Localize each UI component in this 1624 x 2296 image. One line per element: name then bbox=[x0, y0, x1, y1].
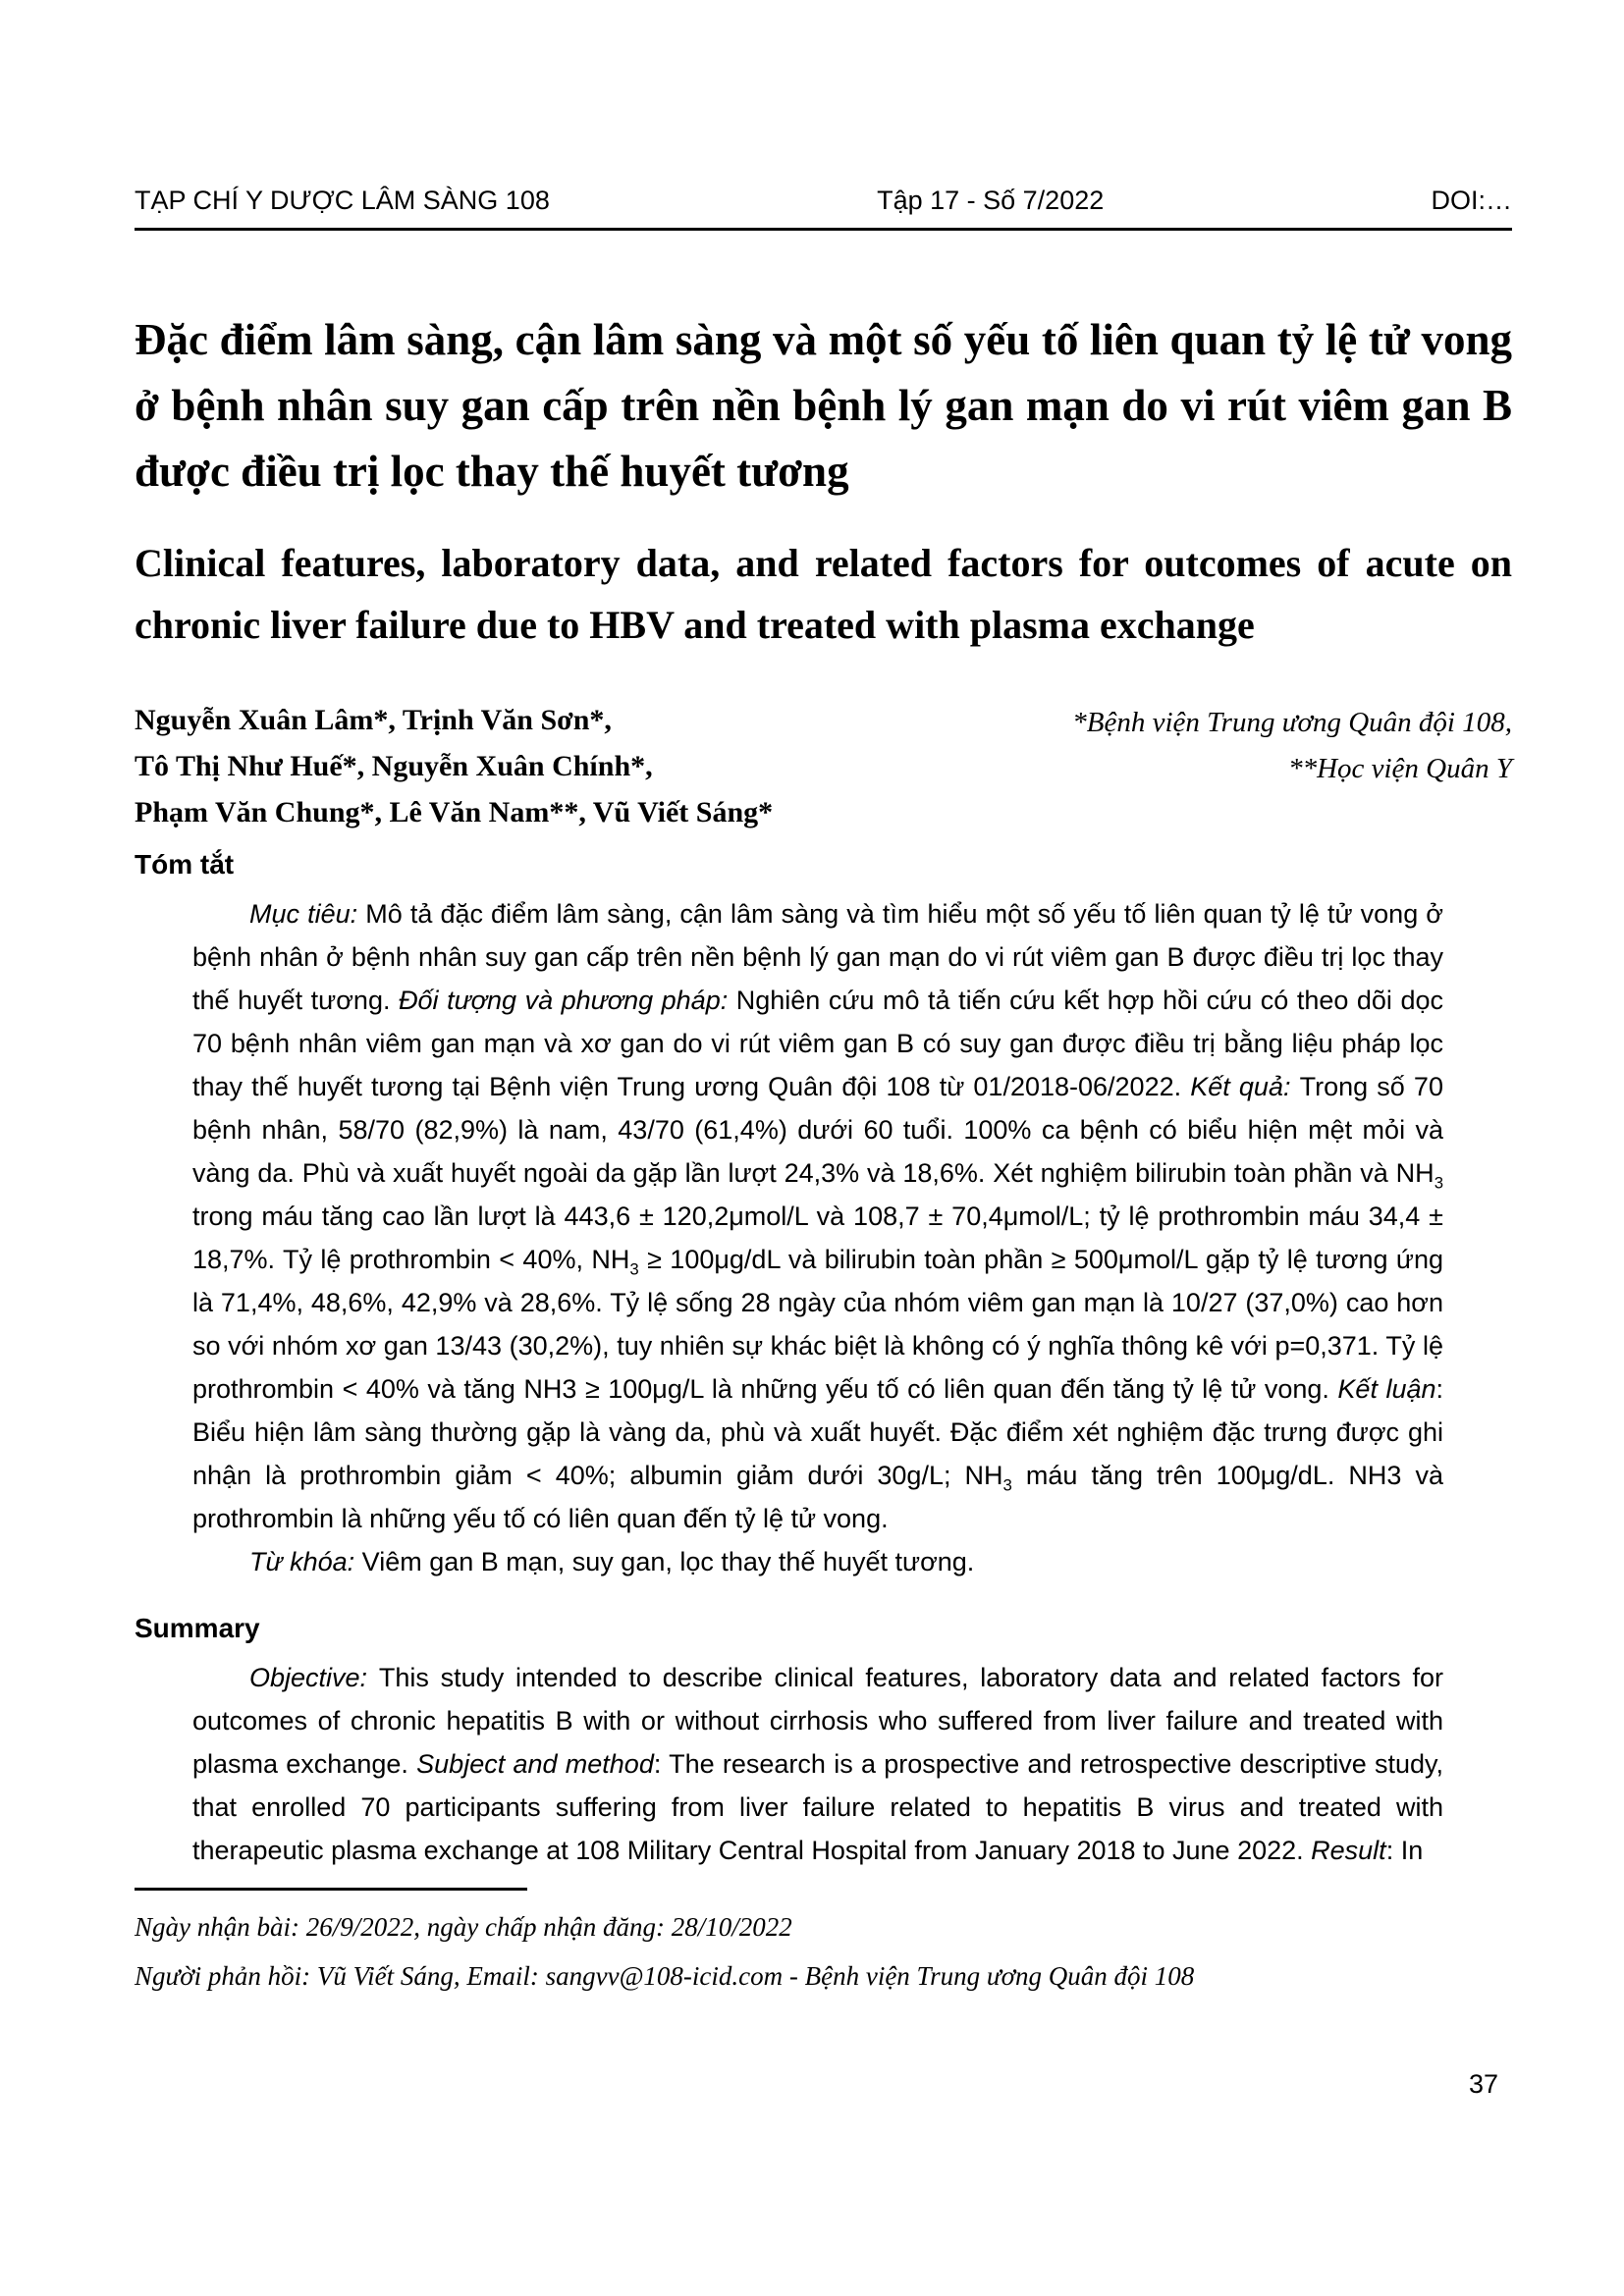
header-divider bbox=[135, 228, 1512, 231]
author-list bbox=[135, 697, 773, 835]
summary-heading: Summary bbox=[135, 1613, 260, 1643]
received-dates: Ngày nhận bài: 26/9/2022, ngày chấp nhận đăng: 28/10/2022 bbox=[135, 1912, 792, 1942]
article-title-vietnamese: Đặc điểm lâm sàng, cận lâm sàng và một số yếu tố liên quan tỷ lệ tử vong ở bệnh nhân suy gan cấp trên nền bệnh lý gan mạn do vi rút viêm gan B được điều trị lọc thay thế huyết tương bbox=[135, 315, 1512, 496]
affiliation-list bbox=[1072, 697, 1512, 792]
affiliation-line-2: **Học viện Quân Y bbox=[1288, 753, 1512, 784]
keywords-paragraph: Từ khóa: Viêm gan B mạn, suy gan, lọc thay thế huyết tương. bbox=[249, 1547, 975, 1576]
summary-paragraph: Objective: This study intended to describe clinical features, laboratory data and related factors for outcomes of chronic hepatitis B with or without cirrhosis who suffered from liver failure and treated with plasma exchange. Subject and method: The research is a prospective and retrospective descriptive study, that enrolled 70 participants suffering from liver failure related to hepatitis B virus and treated with therapeutic plasma exchange at 108 Military Central Hospital from January 2018 to June 2022. Result: In bbox=[192, 1663, 1444, 1865]
byline bbox=[135, 697, 1512, 835]
affiliation-line-1: *Bệnh viện Trung ương Quân đội 108, bbox=[1072, 707, 1512, 738]
page-number: 37 bbox=[1468, 2069, 1498, 2099]
footnote-divider bbox=[135, 1888, 527, 1891]
journal-name: TẠP CHÍ Y DƯỢC LÂM SÀNG 108 bbox=[135, 186, 550, 215]
article-title-english: Clinical features, laboratory data, and related factors for outcomes of acute on chronic liver failure due to HBV and treated with plasma exchange bbox=[135, 541, 1512, 647]
author-line-2: Tô Thị Như Huế*, Nguyễn Xuân Chính*, bbox=[135, 750, 653, 782]
author-line-3: Phạm Văn Chung*, Lê Văn Nam**, Vũ Viết Sáng* bbox=[135, 796, 774, 828]
page-header bbox=[135, 185, 1512, 216]
abstract-heading: Tóm tắt bbox=[135, 849, 235, 880]
correspondence-info: Người phản hồi: Vũ Viết Sáng, Email: sangvv@108-icid.com - Bệnh viện Trung ương Quân đội 108 bbox=[135, 1961, 1195, 1991]
issue-info: Tập 17 - Số 7/2022 bbox=[877, 186, 1105, 215]
footnote-block bbox=[135, 1902, 1512, 2001]
abstract-paragraph: Mục tiêu: Mô tả đặc điểm lâm sàng, cận lâm sàng và tìm hiểu một số yếu tố liên quan tỷ lệ tử vong ở bệnh nhân ở bệnh nhân suy gan cấp trên nền bệnh lý gan mạn do vi rút viêm gan B được điều trị lọc thay thế huyết tương. Đối tượng và phương pháp: Nghiên cứu mô tả tiến cứu kết hợp hồi cứu có theo dõi dọc 70 bệnh nhân viêm gan mạn và xơ gan do vi rút viêm gan B có suy gan được điều trị bằng liệu pháp lọc thay thế huyết tương tại Bệnh viện Trung ương Quân đội 108 từ 01/2018-06/2022. Kết quả: Trong số 70 bệnh nhân, 58/70 (82,9%) là nam, 43/70 (61,4%) dưới 60 tuổi. 100% ca bệnh có biểu hiện mệt mỏi và vàng da. Phù và xuất huyết ngoài da gặp lần lượt 24,3% và 18,6%. Xét nghiệm bilirubin toàn phần và $NH_3$ trong máu tăng cao lần lượt là 443,6 ± 120,2μmol/L và 108,7 ± 70,4μmol/L; tỷ lệ prothrombin máu 34,4 ± 18,7%. Tỷ lệ prothrombin < 40%, $NH_3 \ge 100\mu g/dL$ và bilirubin toàn phần ≥ 500μmol/L gặp tỷ lệ tương ứng là 71,4%, 48,6%, 42,9% và 28,6%. Tỷ lệ sống 28 ngày của nhóm viêm gan mạn là 10/27 (37,0%) cao hơn so với nhóm xơ gan 13/43 (30,2%), tuy nhiên sự khác biệt là không có ý nghĩa thông kê với p=0,371. Tỷ lệ prothrombin < 40% và tăng NH3 ≥ 100μg/L là những yếu tố có liên quan đến tăng tỷ lệ tử vong. Kết luận: Biểu hiện lâm sàng thường gặp là vàng da, phù và xuất huyết. Đặc điểm xét nghiệm đặc trưng được ghi nhận là prothrombin giảm < 40%; albumin giảm dưới 30g/L; $NH_3$ máu tăng trên 100μg/dL. NH3 và prothrombin là những yếu tố có liên quan đến tỷ lệ tử vong. bbox=[192, 899, 1444, 1533]
doi-text: DOI:… bbox=[1431, 186, 1512, 215]
author-line-1: Nguyễn Xuân Lâm*, Trịnh Văn Sơn*, bbox=[135, 704, 612, 736]
